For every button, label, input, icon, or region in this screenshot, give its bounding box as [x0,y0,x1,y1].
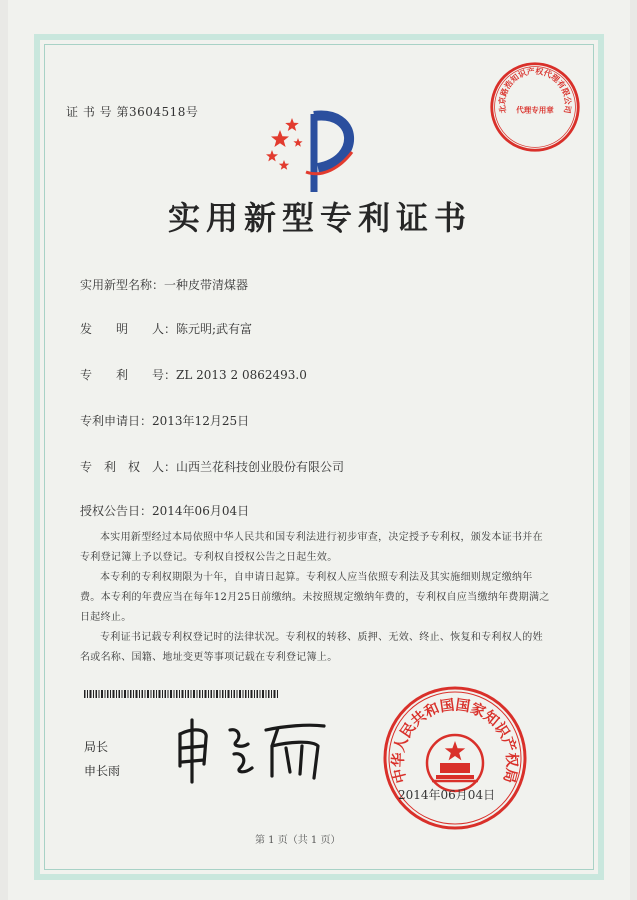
patentee-label: 专 利 权 人： [80,460,177,474]
body-paragraph: 本专利的专利权期限为十年，自申请日起算。专利权人应当依照专利法及其实施细则规定缴纳年费。本专利的年费应当在每年12月25日前缴纳。未按照规定缴纳年费的，专利权自应当缴纳年费期满之日起终止。 [80,572,550,623]
director-name: 申长雨 [84,764,121,778]
certificate-number: 证 书 号 第3604518号 [66,105,199,119]
filing-date-row [80,412,249,429]
patentee-value: 山西兰花科技创业股份有限公司 [176,460,345,474]
grant-date-value: 2014年06月04日 [152,504,250,518]
patent-number-label: 专 利 号： [80,368,177,382]
inventor-value: 陈元明;武有富 [176,322,253,336]
inventor-row [80,320,252,337]
utility-model-name-label: 实用新型名称： [80,278,165,292]
barcode [84,690,280,698]
grant-date-row [80,502,249,519]
inventor-label: 发 明 人： [80,322,177,336]
director-title: 局长 [84,740,109,754]
patent-number-row [80,366,307,383]
agency-seal-icon [488,60,582,154]
agency-seal-ring-text: 北京路浩知识产权代理有限公司 [497,66,573,115]
page-number: 第 1 页（共 1 页） [255,835,341,846]
utility-model-name-value: 一种皮带清煤器 [164,278,249,292]
issue-date: 2014年06月04日 [398,788,496,802]
utility-model-name-row [80,276,248,293]
body-paragraph: 本实用新型经过本局依照中华人民共和国专利法进行初步审查，决定授予专利权，颁发本证书并在专利登记簿上予以登记。专利权自授权公告之日起生效。 [80,532,543,563]
seal-ring-text: 中华人民共和国国家知识产权局 [390,697,520,785]
signature-icon [168,716,328,786]
filing-date-label: 专利申请日： [80,414,153,428]
filing-date-value: 2013年12月25日 [152,414,250,428]
patent-number-value: ZL 2013 2 0862493.0 [176,368,307,382]
patent-office-logo-icon [262,108,367,198]
grant-date-label: 授权公告日： [80,504,153,518]
patentee-row [80,458,344,475]
body-paragraph: 专利证书记载专利权登记时的法律状况。专利权的转移、质押、无效、终止、恢复和专利权人的姓名或名称、国籍、地址变更等事项记载在专利登记簿上。 [80,632,543,663]
page-title: 实用新型专利证书 [167,199,472,237]
patent-office-seal-icon [380,683,530,833]
agency-seal-center-text: 代理专用章 [516,105,554,115]
